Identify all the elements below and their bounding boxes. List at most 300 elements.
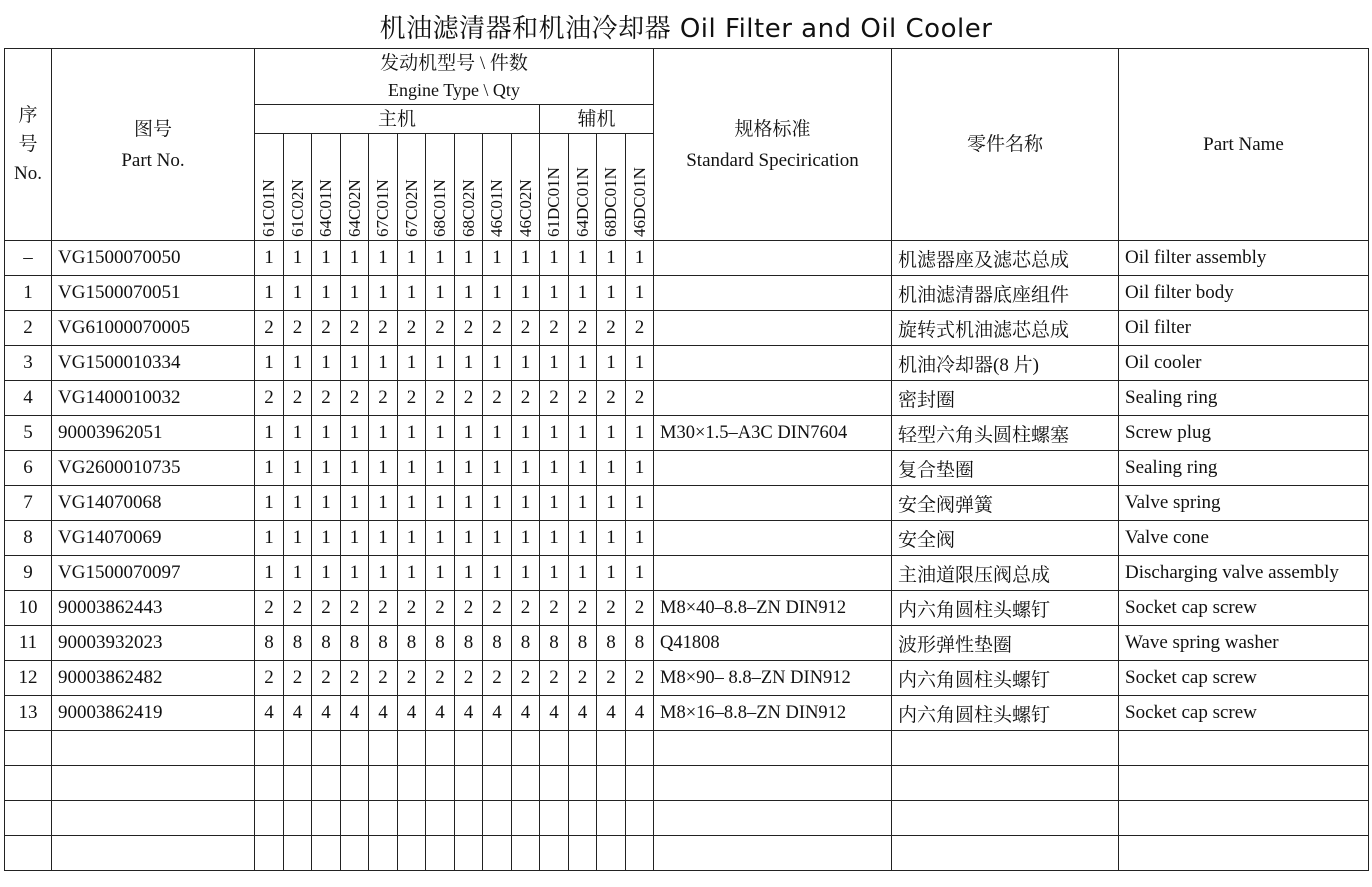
empty-cell <box>654 836 892 871</box>
qty-cell: 1 <box>540 486 569 521</box>
header-standard-cn: 规格标准 <box>734 118 811 140</box>
qty-cell: 1 <box>369 276 398 311</box>
engine-type-header <box>455 134 483 241</box>
empty-cell <box>483 766 512 801</box>
standard-spec <box>654 346 892 381</box>
row-number: 1 <box>5 276 52 311</box>
qty-cell: 1 <box>569 276 597 311</box>
empty-cell <box>512 836 540 871</box>
qty-cell: 1 <box>512 556 540 591</box>
header-main-engine: 主机 <box>255 105 540 134</box>
part-name-en: Socket cap screw <box>1119 661 1369 696</box>
qty-cell: 1 <box>426 346 455 381</box>
qty-cell: 1 <box>455 486 483 521</box>
qty-cell: 2 <box>455 661 483 696</box>
qty-cell: 8 <box>312 626 341 661</box>
qty-cell: 2 <box>426 381 455 416</box>
qty-cell: 2 <box>426 311 455 346</box>
part-name-en: Wave spring washer <box>1119 626 1369 661</box>
empty-cell <box>284 766 312 801</box>
qty-cell: 2 <box>341 661 369 696</box>
qty-cell: 8 <box>540 626 569 661</box>
standard-spec <box>654 276 892 311</box>
empty-cell <box>369 801 398 836</box>
qty-cell: 1 <box>626 556 654 591</box>
table-body <box>5 241 1369 871</box>
table-row <box>5 311 1369 346</box>
qty-cell: 1 <box>455 451 483 486</box>
part-name-en: Sealing ring <box>1119 451 1369 486</box>
empty-cell <box>398 801 426 836</box>
qty-cell: 1 <box>369 451 398 486</box>
qty-cell: 1 <box>569 556 597 591</box>
qty-cell: 2 <box>569 311 597 346</box>
engine-type-label: 68DC01N <box>601 167 620 237</box>
empty-cell <box>52 801 255 836</box>
qty-cell: 1 <box>597 416 626 451</box>
qty-cell: 1 <box>398 556 426 591</box>
qty-cell: 1 <box>569 451 597 486</box>
qty-cell: 8 <box>398 626 426 661</box>
qty-cell: 2 <box>255 381 284 416</box>
standard-spec <box>654 521 892 556</box>
qty-cell: 1 <box>255 486 284 521</box>
engine-type-label: 46C01N <box>487 179 506 237</box>
qty-cell: 1 <box>483 416 512 451</box>
qty-cell: 1 <box>597 276 626 311</box>
standard-spec: M8×16–8.8–ZN DIN912 <box>654 696 892 731</box>
qty-cell: 4 <box>597 696 626 731</box>
part-name-en: Socket cap screw <box>1119 591 1369 626</box>
table-row <box>5 276 1369 311</box>
empty-cell <box>597 731 626 766</box>
header-standard-en: Standard Specirication <box>686 149 859 171</box>
empty-cell <box>255 836 284 871</box>
table-row <box>5 486 1369 521</box>
row-number: 9 <box>5 556 52 591</box>
qty-cell: 1 <box>284 346 312 381</box>
qty-cell: 1 <box>398 416 426 451</box>
qty-cell: 2 <box>312 661 341 696</box>
qty-cell: 1 <box>255 521 284 556</box>
engine-type-label: 61DC01N <box>544 167 563 237</box>
part-number: VG1500070050 <box>52 241 255 276</box>
engine-type-header <box>512 134 540 241</box>
qty-cell: 1 <box>255 416 284 451</box>
qty-cell: 1 <box>369 486 398 521</box>
qty-cell: 1 <box>455 241 483 276</box>
empty-cell <box>626 766 654 801</box>
part-number: VG1500070051 <box>52 276 255 311</box>
qty-cell: 2 <box>512 661 540 696</box>
table-row <box>5 346 1369 381</box>
part-name-cn: 主油道限压阀总成 <box>892 556 1119 591</box>
qty-cell: 2 <box>398 591 426 626</box>
header-engine-cn: 发动机型号 \ 件数 <box>380 52 528 74</box>
empty-cell <box>483 836 512 871</box>
standard-spec <box>654 556 892 591</box>
qty-cell: 1 <box>455 346 483 381</box>
part-number: 90003962051 <box>52 416 255 451</box>
qty-cell: 1 <box>255 346 284 381</box>
part-name-cn: 波形弹性垫圈 <box>892 626 1119 661</box>
qty-cell: 2 <box>455 591 483 626</box>
empty-cell <box>512 731 540 766</box>
row-number: 3 <box>5 346 52 381</box>
qty-cell: 1 <box>569 346 597 381</box>
qty-cell: 1 <box>512 451 540 486</box>
header-part-no <box>52 49 255 241</box>
part-number: 90003932023 <box>52 626 255 661</box>
empty-cell <box>483 731 512 766</box>
qty-cell: 2 <box>597 311 626 346</box>
qty-cell: 1 <box>255 241 284 276</box>
table-row <box>5 416 1369 451</box>
header-part-no-en: Part No. <box>121 149 185 171</box>
qty-cell: 4 <box>341 696 369 731</box>
qty-cell: 1 <box>540 451 569 486</box>
empty-row <box>5 766 1369 801</box>
engine-type-label: 68C02N <box>458 179 478 237</box>
part-name-cn: 复合垫圈 <box>892 451 1119 486</box>
empty-cell <box>426 836 455 871</box>
empty-cell <box>654 731 892 766</box>
qty-cell: 2 <box>255 661 284 696</box>
qty-cell: 1 <box>626 521 654 556</box>
qty-cell: 1 <box>483 451 512 486</box>
qty-cell: 1 <box>341 486 369 521</box>
qty-cell: 1 <box>398 486 426 521</box>
empty-cell <box>654 766 892 801</box>
qty-cell: 2 <box>398 381 426 416</box>
qty-cell: 8 <box>597 626 626 661</box>
empty-cell <box>540 766 569 801</box>
engine-type-label: 67C02N <box>401 179 421 237</box>
engine-type-label: 67C01N <box>373 179 392 237</box>
qty-cell: 1 <box>597 521 626 556</box>
qty-cell: 2 <box>455 381 483 416</box>
empty-cell <box>597 801 626 836</box>
table-row <box>5 661 1369 696</box>
part-name-cn: 内六角圆柱头螺钉 <box>892 591 1119 626</box>
qty-cell: 1 <box>540 276 569 311</box>
qty-cell: 2 <box>540 311 569 346</box>
engine-type-header <box>398 134 426 241</box>
qty-cell: 8 <box>369 626 398 661</box>
qty-cell: 1 <box>597 451 626 486</box>
header-aux-engine: 辅机 <box>540 105 654 134</box>
empty-cell <box>369 766 398 801</box>
qty-cell: 1 <box>341 241 369 276</box>
standard-spec <box>654 451 892 486</box>
qty-cell: 2 <box>512 591 540 626</box>
header-part-no-cn: 图号 <box>133 118 172 140</box>
qty-cell: 8 <box>426 626 455 661</box>
qty-cell: 1 <box>455 416 483 451</box>
empty-cell <box>398 766 426 801</box>
qty-cell: 2 <box>369 661 398 696</box>
empty-cell <box>52 766 255 801</box>
qty-cell: 1 <box>569 486 597 521</box>
empty-cell <box>312 836 341 871</box>
qty-cell: 4 <box>255 696 284 731</box>
standard-spec <box>654 241 892 276</box>
part-name-cn: 机油滤清器底座组件 <box>892 276 1119 311</box>
qty-cell: 1 <box>626 416 654 451</box>
engine-type-header <box>426 134 455 241</box>
engine-type-header <box>284 134 312 241</box>
header-name-en <box>1119 49 1369 241</box>
empty-cell <box>892 801 1119 836</box>
qty-cell: 1 <box>483 346 512 381</box>
qty-cell: 8 <box>455 626 483 661</box>
row-number: 13 <box>5 696 52 731</box>
part-number: VG61000070005 <box>52 311 255 346</box>
qty-cell: 4 <box>483 696 512 731</box>
qty-cell: 1 <box>312 241 341 276</box>
qty-cell: 8 <box>255 626 284 661</box>
qty-cell: 1 <box>341 521 369 556</box>
empty-cell <box>52 731 255 766</box>
qty-cell: 1 <box>369 416 398 451</box>
qty-cell: 1 <box>626 346 654 381</box>
qty-cell: 1 <box>398 241 426 276</box>
qty-cell: 2 <box>540 591 569 626</box>
empty-cell <box>455 801 483 836</box>
empty-cell <box>284 731 312 766</box>
qty-cell: 1 <box>284 556 312 591</box>
qty-cell: 1 <box>597 556 626 591</box>
row-number: 6 <box>5 451 52 486</box>
empty-cell <box>398 836 426 871</box>
qty-cell: 2 <box>540 381 569 416</box>
empty-cell <box>597 836 626 871</box>
qty-cell: 1 <box>312 276 341 311</box>
empty-cell <box>426 766 455 801</box>
empty-cell <box>455 731 483 766</box>
empty-cell <box>312 801 341 836</box>
empty-cell <box>540 801 569 836</box>
qty-cell: 1 <box>284 416 312 451</box>
qty-cell: 1 <box>597 486 626 521</box>
row-number: – <box>5 241 52 276</box>
row-number: 10 <box>5 591 52 626</box>
standard-spec <box>654 311 892 346</box>
part-name-en: Valve cone <box>1119 521 1369 556</box>
qty-cell: 1 <box>426 451 455 486</box>
qty-cell: 8 <box>569 626 597 661</box>
qty-cell: 1 <box>426 486 455 521</box>
part-name-cn: 安全阀 <box>892 521 1119 556</box>
engine-type-header <box>626 134 654 241</box>
standard-spec: Q41808 <box>654 626 892 661</box>
table-header <box>5 49 1369 241</box>
qty-cell: 2 <box>369 311 398 346</box>
qty-cell: 1 <box>569 416 597 451</box>
empty-cell <box>569 731 597 766</box>
qty-cell: 1 <box>483 521 512 556</box>
row-number: 4 <box>5 381 52 416</box>
qty-cell: 1 <box>369 556 398 591</box>
part-name-cn: 机油冷却器(8 片) <box>892 346 1119 381</box>
qty-cell: 1 <box>284 241 312 276</box>
part-name-cn: 内六角圆柱头螺钉 <box>892 696 1119 731</box>
qty-cell: 1 <box>569 521 597 556</box>
qty-cell: 2 <box>426 661 455 696</box>
qty-cell: 8 <box>512 626 540 661</box>
table-row <box>5 521 1369 556</box>
empty-cell <box>284 836 312 871</box>
qty-cell: 1 <box>312 346 341 381</box>
empty-cell <box>455 766 483 801</box>
header-name-en-label: Part Name <box>1203 134 1284 155</box>
empty-cell <box>341 836 369 871</box>
qty-cell: 1 <box>483 486 512 521</box>
qty-cell: 1 <box>312 416 341 451</box>
part-number: VG2600010735 <box>52 451 255 486</box>
qty-cell: 1 <box>483 556 512 591</box>
empty-row <box>5 836 1369 871</box>
qty-cell: 1 <box>626 451 654 486</box>
empty-cell <box>892 766 1119 801</box>
empty-cell <box>455 836 483 871</box>
qty-cell: 1 <box>540 521 569 556</box>
qty-cell: 2 <box>569 591 597 626</box>
qty-cell: 1 <box>341 416 369 451</box>
qty-cell: 1 <box>398 276 426 311</box>
qty-cell: 1 <box>540 556 569 591</box>
qty-cell: 1 <box>426 241 455 276</box>
qty-cell: 2 <box>483 381 512 416</box>
qty-cell: 1 <box>512 416 540 451</box>
engine-type-header <box>255 134 284 241</box>
empty-cell <box>892 836 1119 871</box>
empty-cell <box>312 731 341 766</box>
empty-cell <box>255 766 284 801</box>
empty-cell <box>312 766 341 801</box>
empty-cell <box>341 766 369 801</box>
empty-cell <box>52 836 255 871</box>
empty-cell <box>341 801 369 836</box>
qty-cell: 1 <box>398 346 426 381</box>
qty-cell: 2 <box>312 591 341 626</box>
qty-cell: 1 <box>540 241 569 276</box>
empty-cell <box>255 801 284 836</box>
qty-cell: 2 <box>626 381 654 416</box>
qty-cell: 1 <box>483 241 512 276</box>
qty-cell: 1 <box>284 486 312 521</box>
empty-cell <box>597 766 626 801</box>
qty-cell: 2 <box>341 381 369 416</box>
qty-cell: 1 <box>341 556 369 591</box>
part-number: 90003862419 <box>52 696 255 731</box>
qty-cell: 1 <box>255 556 284 591</box>
qty-cell: 2 <box>597 661 626 696</box>
table-row <box>5 451 1369 486</box>
qty-cell: 1 <box>512 346 540 381</box>
qty-cell: 1 <box>255 451 284 486</box>
qty-cell: 1 <box>512 521 540 556</box>
qty-cell: 1 <box>426 416 455 451</box>
qty-cell: 2 <box>569 381 597 416</box>
qty-cell: 1 <box>398 521 426 556</box>
part-name-cn: 密封圈 <box>892 381 1119 416</box>
part-number: VG14070069 <box>52 521 255 556</box>
qty-cell: 1 <box>540 346 569 381</box>
qty-cell: 2 <box>597 591 626 626</box>
empty-cell <box>512 766 540 801</box>
header-seq-cn: 序号 <box>18 105 38 155</box>
qty-cell: 1 <box>284 451 312 486</box>
part-name-cn: 安全阀弹簧 <box>892 486 1119 521</box>
qty-cell: 1 <box>341 451 369 486</box>
qty-cell: 1 <box>312 521 341 556</box>
row-number: 8 <box>5 521 52 556</box>
header-engine-type <box>255 49 654 105</box>
standard-spec <box>654 486 892 521</box>
qty-cell: 2 <box>341 311 369 346</box>
qty-cell: 4 <box>512 696 540 731</box>
qty-cell: 2 <box>284 591 312 626</box>
qty-cell: 2 <box>626 311 654 346</box>
qty-cell: 1 <box>284 521 312 556</box>
qty-cell: 2 <box>483 311 512 346</box>
qty-cell: 8 <box>341 626 369 661</box>
empty-cell <box>569 766 597 801</box>
empty-cell <box>1119 801 1369 836</box>
empty-cell <box>626 836 654 871</box>
qty-cell: 2 <box>597 381 626 416</box>
part-name-en: Oil filter body <box>1119 276 1369 311</box>
part-name-en: Screw plug <box>1119 416 1369 451</box>
parts-table <box>4 48 1369 871</box>
table-row <box>5 381 1369 416</box>
qty-cell: 1 <box>569 241 597 276</box>
row-number: 5 <box>5 416 52 451</box>
part-name-cn: 旋转式机油滤芯总成 <box>892 311 1119 346</box>
qty-cell: 1 <box>369 241 398 276</box>
part-number: 90003862443 <box>52 591 255 626</box>
qty-cell: 1 <box>455 556 483 591</box>
qty-cell: 4 <box>540 696 569 731</box>
part-name-en: Valve spring <box>1119 486 1369 521</box>
qty-cell: 2 <box>483 591 512 626</box>
qty-cell: 1 <box>483 276 512 311</box>
qty-cell: 8 <box>284 626 312 661</box>
qty-cell: 1 <box>626 241 654 276</box>
table-row <box>5 591 1369 626</box>
qty-cell: 1 <box>341 276 369 311</box>
part-name-en: Oil filter assembly <box>1119 241 1369 276</box>
engine-type-label: 64DC01N <box>572 167 592 237</box>
empty-cell <box>369 836 398 871</box>
empty-cell <box>398 731 426 766</box>
engine-type-label: 46C02N <box>515 179 535 237</box>
qty-cell: 1 <box>312 451 341 486</box>
row-number: 11 <box>5 626 52 661</box>
empty-cell <box>892 731 1119 766</box>
qty-cell: 2 <box>284 381 312 416</box>
empty-cell <box>626 801 654 836</box>
part-name-en: Oil cooler <box>1119 346 1369 381</box>
engine-type-label: 68C01N <box>430 179 449 237</box>
qty-cell: 1 <box>512 486 540 521</box>
qty-cell: 1 <box>597 346 626 381</box>
qty-cell: 1 <box>369 346 398 381</box>
empty-cell <box>369 731 398 766</box>
part-number: VG1500070097 <box>52 556 255 591</box>
part-number: VG1400010032 <box>52 381 255 416</box>
